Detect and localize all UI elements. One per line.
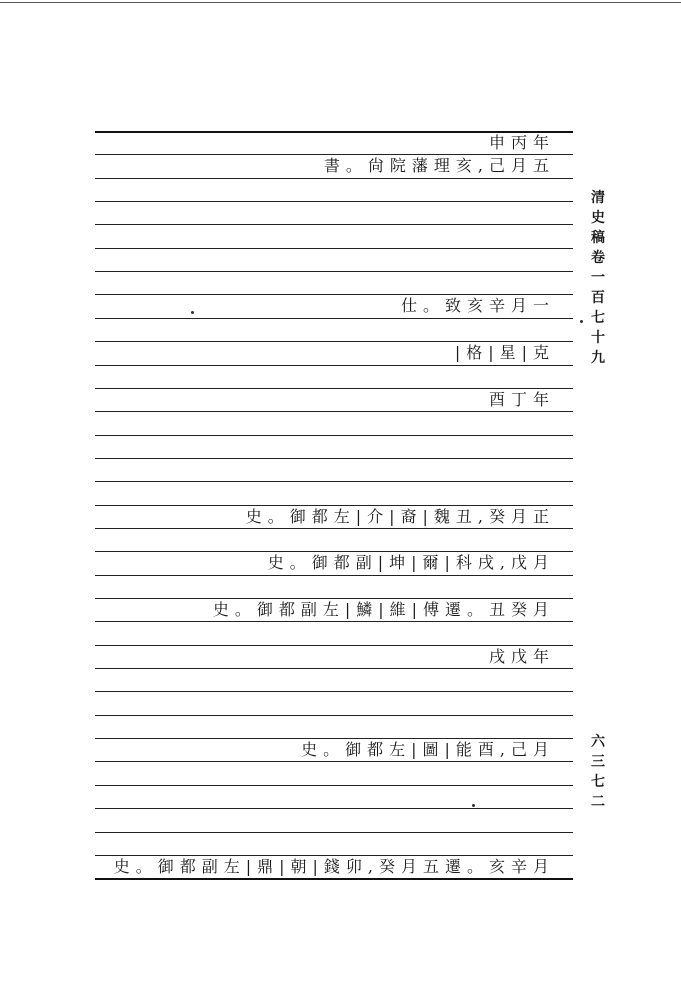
ledger-row-text: 戌戊年: [488, 647, 555, 666]
row-rule: [95, 318, 573, 319]
ink-speck: [472, 804, 475, 807]
row-rule: [95, 411, 573, 412]
vertical-char: 一: [591, 270, 605, 286]
row-rule: [95, 458, 573, 459]
vertical-char: 二: [591, 794, 605, 810]
page-number: [588, 732, 608, 812]
row-rule: [95, 761, 573, 762]
row-rule: [95, 668, 573, 669]
vertical-char: 七: [591, 310, 605, 326]
row-rule: [95, 271, 573, 272]
vertical-char: 百: [591, 290, 605, 306]
vertical-char: 稿: [591, 230, 605, 246]
row-rule: [95, 528, 573, 529]
row-rule: [95, 435, 573, 436]
row-rule: [95, 808, 573, 809]
vertical-char: 十: [591, 330, 605, 346]
vertical-char: 三: [591, 754, 605, 770]
ledger-row-text: |格|星|克: [454, 343, 555, 362]
ledger-row-text: 酉丁年: [488, 390, 555, 409]
vertical-char: 九: [591, 350, 605, 366]
ledger-row-text: 史。御都副左|鼎|朝|錢卯,癸月五遷。亥辛月: [113, 857, 555, 876]
row-rule: [95, 691, 573, 692]
row-rule: [95, 201, 573, 202]
row-rule: [95, 481, 573, 482]
ledger-row-text: 史。御都左|圖|能酉,己月: [301, 740, 555, 759]
row-rule: [95, 224, 573, 225]
volume-title: [588, 188, 608, 368]
ledger-row-text: 仕。致亥辛月一: [400, 296, 555, 315]
vertical-char: 史: [591, 210, 605, 226]
row-rule: [95, 575, 573, 576]
ledger-row-text: 史。御都副|坤|爾|科戌,戊月: [267, 553, 555, 572]
vertical-char: 卷: [591, 250, 605, 266]
row-rule: [95, 178, 573, 179]
row-rule: [95, 365, 573, 366]
ledger-row-text: 申丙年: [488, 133, 555, 152]
ledger-row-text: 書。尙院藩理亥,己月五: [323, 156, 555, 175]
row-rule: [95, 832, 573, 833]
vertical-char: 六: [591, 734, 605, 750]
vertical-char: 七: [591, 774, 605, 790]
ledger-row-text: 史。御都副左|鱗|維|傅遷。丑癸月: [212, 600, 555, 619]
ledger-row-text: 史。御都左|介|裔|魏丑,癸月正: [245, 507, 555, 526]
row-rule: [95, 715, 573, 716]
row-rule: [95, 621, 573, 622]
row-rule: [95, 785, 573, 786]
vertical-char: 清: [591, 190, 605, 206]
ink-speck: [191, 311, 194, 314]
row-rule: [95, 248, 573, 249]
row-rule: [95, 878, 573, 880]
ink-speck: [580, 320, 583, 323]
